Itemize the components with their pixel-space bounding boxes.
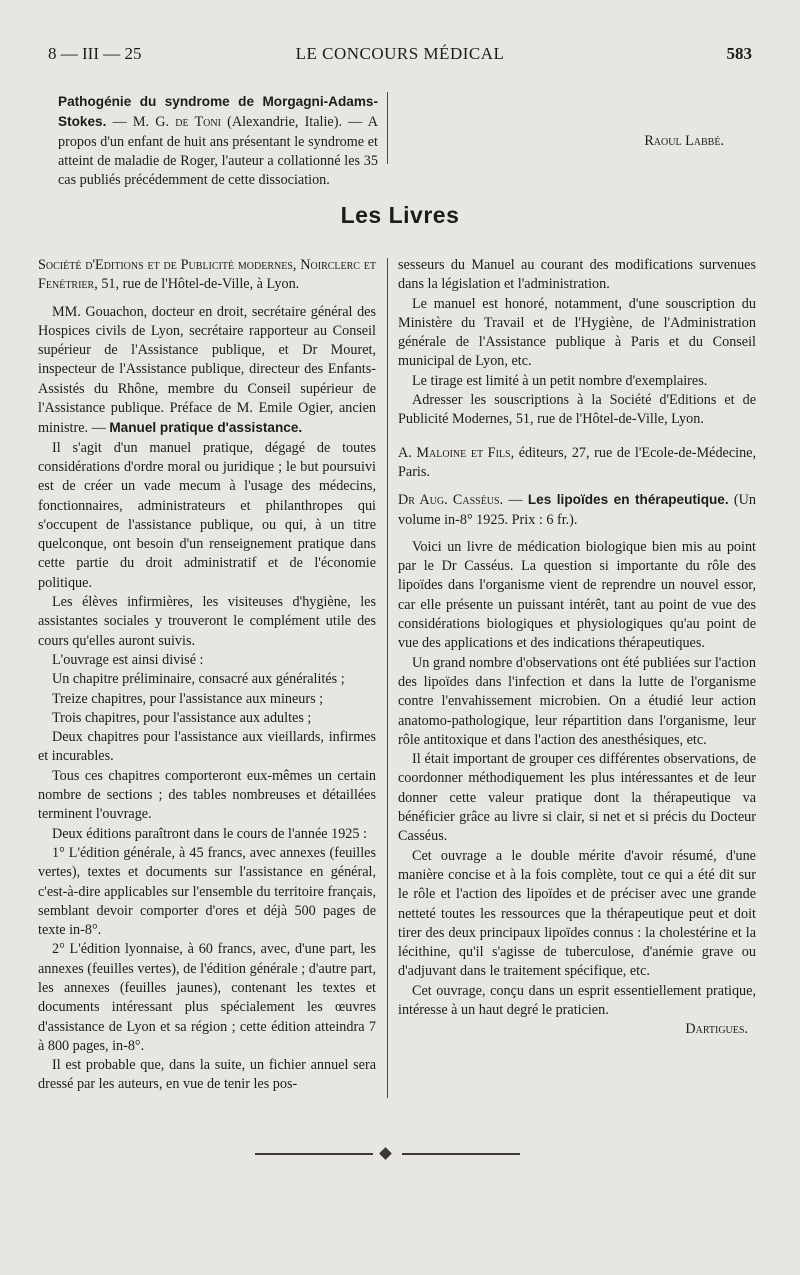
paragraph: Le tirage est limité à un petit nombre d'exemplaires.	[412, 372, 708, 389]
publisher-line: Société d'Editions et de Publicité modernes, Noirclerc et Fenétrier, 51, rue de l'Hôtel-de-Ville, à Lyon.	[38, 257, 376, 293]
paragraph: Il s'agit d'un manuel pratique, dégagé de toutes considérations d'ordre moral ou juridique ; le but poursuivi est de créer un vade mecum à l'usage des médecins, fonctionnaires, administrateurs et philanthropes qui s'occupent de l'assistance publique, ou qui, à un titre quelconque, ont besoin d'un renseignement pratique dans cette partie du droit administratif et de l'économie politique.	[38, 439, 376, 591]
issue-folio: 8 — III — 25	[48, 44, 142, 63]
review-signature: Dartigues.	[685, 1021, 748, 1038]
paragraph: Cet ouvrage a le double mérite d'avoir résumé, d'une manière concise et à la fois complète, tout ce qui a été dit sur le rôle et l'action des lipoïdes et de préciser avec une grande netteté toutes les ressources que la thérapeutique peut et doit tirer des deux principaux lipoïdes connus : la cholestérine et la lécithine, qu'il s'agisse de tuberculose, d'anémie grave ou d'adjuvant dans le traitement spécifique, etc.	[398, 847, 756, 980]
list-item: Un chapitre préliminaire, consacré aux généralités ;	[52, 671, 345, 688]
top-article-author: M. G. de Toni	[132, 114, 221, 131]
book-intro: MM. Gouachon, docteur en droit, secrétaire général des Hospices civils de Lyon, secrétaire rapporteur au Conseil supérieur de l'Assistance publique, et Dr Mouret, inspecteur de l'Assistance publique, directeur des Enfants-Assistés du Rhône, membre du Conseil supérieur de l'Assistance publique. Préface de M. Emile Ogier, ancien ministre. — Manuel pratique d'assistance.	[38, 303, 376, 437]
list-item: Deux chapitres pour l'assistance aux vieillards, infirmes et incurables.	[38, 729, 376, 765]
column-rule-main	[387, 258, 388, 1098]
running-title: LE CONCOURS MÉDICAL	[295, 44, 505, 63]
paragraph: 2° L'édition lyonnaise, à 60 francs, avec, d'une part, les annexes (feuilles vertes), de l'édition générale ; d'autre part, les annexes (feuilles jaunes), contenant les textes et documents intéressant plus spécialement les œuvres d'assistance de Lyon et sa région ; cette édition atteindra 7 à 800 pages, in-8°.	[38, 941, 376, 1054]
right-column	[398, 256, 756, 1040]
list-item: Trois chapitres, pour l'assistance aux adultes ;	[52, 709, 312, 726]
list-item: Treize chapitres, pour l'assistance aux mineurs ;	[52, 690, 324, 707]
top-article-left	[48, 92, 378, 190]
paragraph: Il était important de grouper ces différentes observations, de coordonner méthodiquement les plus intéressantes et de leur donner cette valeur pratique dont la thérapeutique va bénéficier grâce au livre si clair, si net et si précis du Docteur Casséus.	[398, 751, 756, 845]
page-header	[48, 44, 752, 70]
paragraph: Cet ouvrage, conçu dans un esprit essentiellement pratique, intéresse à un haut degré le praticien.	[398, 982, 756, 1018]
diamond-icon	[379, 1147, 392, 1160]
book2-heading: Dr Aug. Casséus. — Les lipoïdes en thérapeutique. (Un volume in-8° 1925. Prix : 6 fr.).	[398, 492, 756, 528]
top-article-signature: Raoul Labbé.	[644, 133, 724, 149]
top-article-right	[398, 92, 752, 151]
section-title: Les Livres	[340, 202, 460, 228]
paragraph: Voici un livre de médication biologique bien mis au point par le Dr Casséus. La question si importante du rôle des lipoïdes dans l'organisme vient de reprendre un nouvel essor, car elle présente un puissant intérêt, tant au point de vue des considérations biologiques et physiologiques qu'au point de vue des applications et des indications thérapeutiques.	[398, 538, 756, 652]
paragraph: Deux éditions paraîtront dans le cours de l'année 1925 :	[52, 825, 367, 842]
paragraph: sesseurs du Manuel au courant des modifications survenues dans la législation et l'administration.	[398, 257, 756, 293]
paragraph: Les élèves infirmières, les visiteuses d'hygiène, les assistantes sociales y trouveront le complément utile des cours qu'elles auront suivis.	[38, 594, 376, 649]
top-article-title: Pathogénie du syndrome de Morgagni-Adams-Stokes.	[58, 94, 378, 130]
top-article-body: (Alexandrie, Italie). — A propos d'un enfant de huit ans présentant le syndrome et atteint de maladie de Roger, l'auteur a collationné les 35 cas publiés précédemment de cette dissociation.	[58, 114, 379, 189]
top-article-text: Pathogénie du syndrome de Morgagni-Adams-Stokes. — M. G. de Toni (Alexandrie, Italie). — A propos d'un enfant de huit ans présentant le syndrome et atteint de maladie de Roger, l'auteur a collationné les 35 cas publiés précédemment de cette dissociation.	[58, 94, 379, 189]
paragraph: Le manuel est honoré, notamment, d'une souscription du Ministère du Travail et de l'Hygiène, de l'Administration générale de l'Assistance publique à Paris et du Conseil municipal de Lyon, etc.	[398, 295, 756, 370]
paragraph: Adresser les souscriptions à la Société d'Editions et de Publicité Modernes, 51, rue de l'Hôtel-de-Ville, Lyon.	[398, 392, 756, 428]
column-rule-top	[387, 92, 388, 164]
paragraph: L'ouvrage est ainsi divisé :	[52, 651, 204, 668]
book2-title: Les lipoïdes en thérapeutique.	[527, 492, 729, 508]
book-title: Manuel pratique d'assistance.	[109, 420, 303, 436]
page-number: 583	[726, 44, 752, 63]
paragraph: Un grand nombre d'observations ont été publiées sur l'action des lipoïdes dans l'infection et dans la lutte de l'organisme contre l'envahissement microbien. On a étudié leur action anatomo-pathologique, leur répartition dans l'organisme, leur rôle antitoxique et dans l'action des anesthésiques, etc.	[398, 654, 756, 748]
paragraph: Il est probable que, dans la suite, un fichier annuel sera dressé par les auteurs, en vue de tenir les pos-	[38, 1057, 376, 1093]
publisher-line-2: A. Maloine et Fils, éditeurs, 27, rue de l'Ecole-de-Médecine, Paris.	[398, 444, 757, 480]
paragraph: 1° L'édition générale, à 45 francs, avec annexes (feuilles vertes), textes et documents sur l'assistance en général, c'est-à-dire applicables sur l'ensemble du territoire français, semblant devoir comporter d'ores et déjà 500 pages de texte in-8°.	[38, 844, 376, 939]
left-column	[38, 256, 376, 1095]
paragraph: Tous ces chapitres comporteront eux-mêmes un certain nombre de sections ; des tables nombreuses et détaillées terminent l'ouvrage.	[38, 767, 376, 823]
book2-info: (Un volume in-8° 1925. Prix : 6 fr.).	[398, 492, 756, 528]
end-ornament	[255, 1144, 520, 1164]
